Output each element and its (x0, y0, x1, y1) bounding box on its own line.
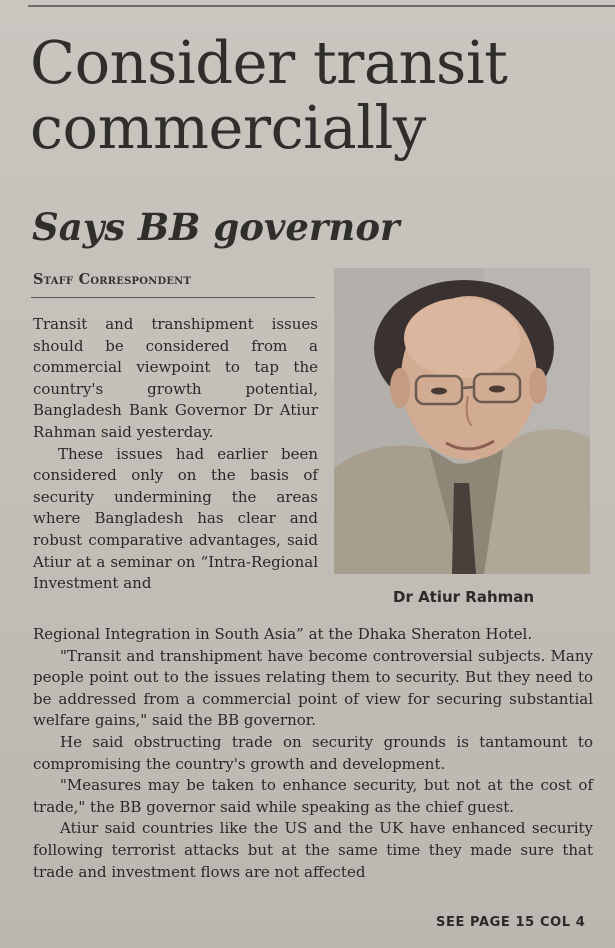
narrow-column-body (33, 314, 318, 595)
portrait-photo (334, 268, 590, 574)
portrait-illustration (334, 268, 590, 574)
headline-line-2: commercially (30, 93, 426, 162)
photo-caption: Dr Atiur Rahman (393, 588, 535, 606)
paragraph-5: He said obstructing trade on security grounds is tantamount to compromising the country's growth and development. (33, 732, 593, 773)
paragraph-3: Regional Integration in South Asia” at the Dhaka Sheraton Hotel. (33, 625, 533, 643)
paragraph-6: "Measures may be taken to enhance security, but not at the cost of trade," the BB governor said while speaking as the chief guest. (33, 776, 593, 816)
continued-on-label: SEE PAGE 15 COL 4 (436, 915, 586, 930)
byline-rule (31, 297, 315, 298)
headline (30, 30, 600, 160)
paragraph-7: Atiur said countries like the US and the UK have enhanced security following terrorist attacks but at the same time they made sure that trade and investment flows are not affected (33, 819, 593, 881)
subheadline: Says BB governor (32, 205, 400, 249)
top-rule (28, 5, 615, 7)
paragraph-2: These issues had earlier been considered only on the basis of security undermining the areas where Bangladesh has clear and robust comparative advantages, said Atiur at a seminar on “Intra-Regional Investment and (33, 444, 318, 593)
byline: Staff Correspondent (33, 271, 192, 288)
full-width-body (33, 624, 593, 883)
paragraph-4: "Transit and transhipment have become controversial subjects. Many people point out to the issues relating them to security. But they need to be addressed from a commercial point of view for securing substantial welfare gains," said the BB governor. (33, 646, 593, 730)
paragraph-1: Transit and transhipment issues should be considered from a commercial viewpoint to tap the country's growth potential, Bangladesh Bank Governor Dr Atiur Rahman said yesterday. (33, 315, 318, 441)
headline-line-1: Consider transit (30, 28, 508, 97)
